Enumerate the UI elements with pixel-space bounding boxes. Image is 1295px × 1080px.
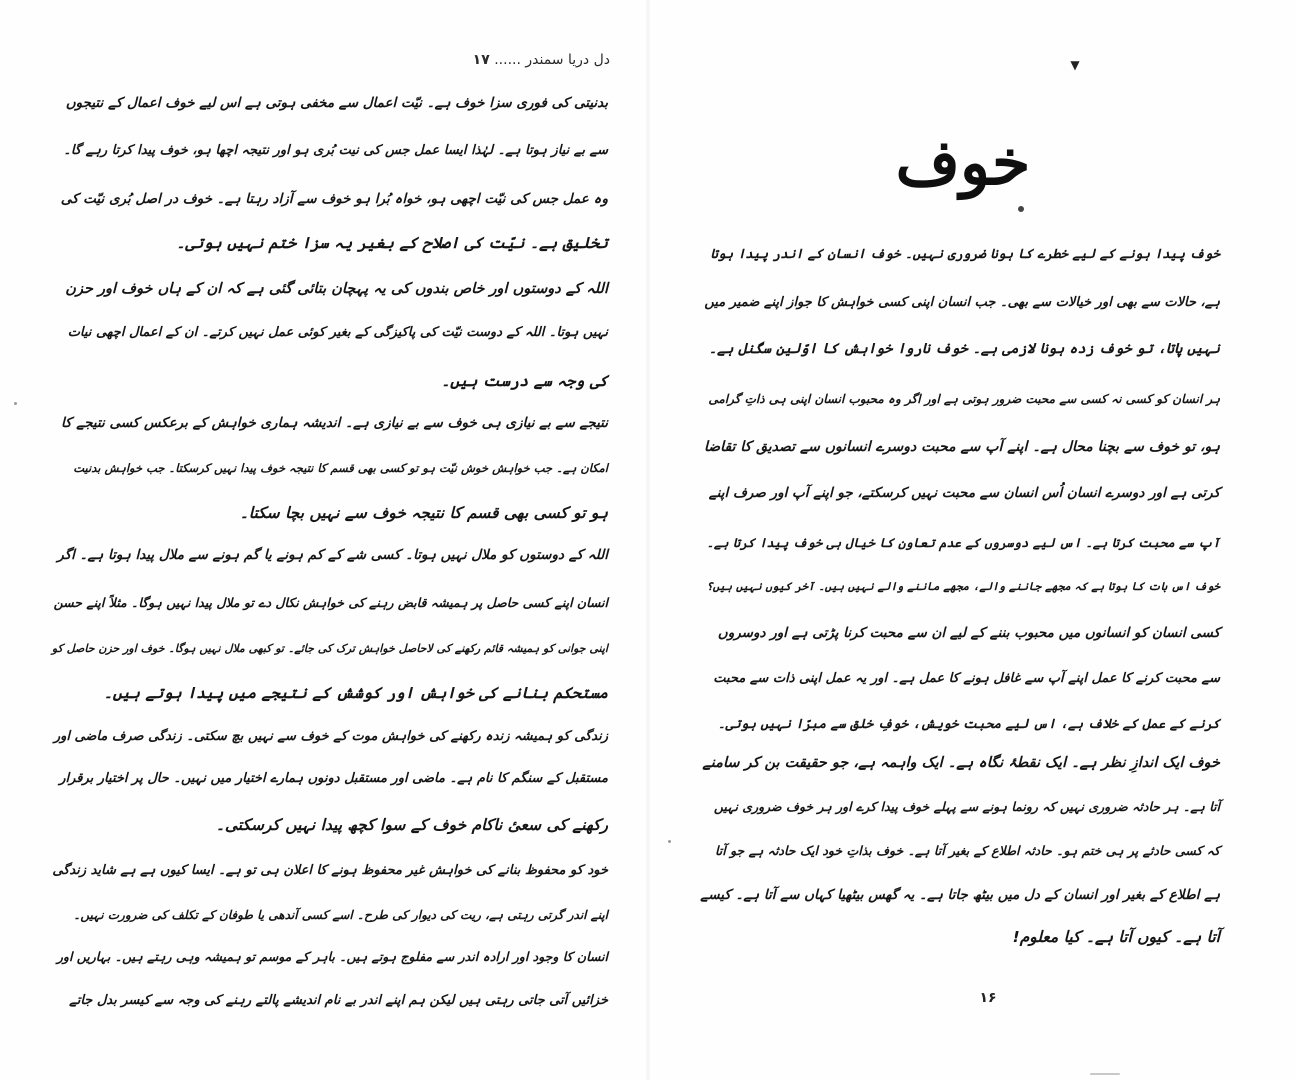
text-line: بدنیتی کی فوری سزا خوف ہے۔ نیّت اعمال سے مخفی ہوتی ہے اس لیے خوف اعمال کے نتیجوں [65,95,608,111]
text-line: ہے اطلاع کے بغیر اور انسان کے دل میں بیٹھ جاتا ہے۔ یہ گھس بیٹھیا کہاں سے آتا ہے۔ کیسے [700,887,1220,903]
chapter-title: خوف [895,126,1031,199]
text-line: ہو تو کسی بھی قسم کا نتیجہ خوف سے نہیں بچا سکتا۔ [239,504,608,522]
scan-speck [14,402,17,405]
text-line: ہر انسان کو کسی نہ کسی سے محبت ضرور ہوتی ہے اور اگر وہ محبوب انسان اپنی ہی ذاتِ گرامی [708,392,1220,406]
text-line: زندگی کو ہمیشہ زندہ رکھنے کی خواہش موت کے خوف سے نہیں بچ سکتی۔ زندگی صرف ماضی اور [53,729,608,744]
ornament-dot [1018,206,1024,212]
text-line: نہیں پاتا، تو خوف زدہ ہونا لازمی ہے۔ خوف ناروا خواہش کا اوّلین سگنل ہے۔ [708,341,1220,357]
text-line: انسان کا وجود اور ارادہ اندر سے مفلوج ہوتے ہیں۔ باہر کے موسم تو ہمیشہ وہی رہتے ہیں۔ بہاریں اور [56,949,608,964]
text-line: سے بے نیاز ہوتا ہے۔ لہٰذا ایسا عمل جس کی نیت بُری ہو اور نتیجہ اچھا ہو، خوف پیدا کرتا رہے گا۔ [63,143,608,158]
running-head-title: دل دریا سمندر [525,52,610,68]
text-line: کی وجہ سے درست ہیں۔ [441,372,608,390]
scan-speck [668,840,671,843]
text-line: کہ کسی حادثے پر ہی ختم ہو۔ حادثہ اطلاع کے بغیر آتا ہے۔ خوف بذاتِ خود ایک حادثہ ہے جو آتا [714,843,1220,858]
text-line: خود کو محفوظ بنانے کی خواہش غیر محفوظ ہونے کا اعلان ہی تو ہے۔ ایسا کیوں ہے ہے شاید زندگی [52,863,608,878]
text-line: کرنے کے عمل کے خلاف ہے، اس لیے محبت خویش، خوفِ خلق سے مبرّا نہیں ہوتی۔ [717,717,1220,732]
text-line: خوف اس بات کا ہوتا ہے کہ مجھے جاننے والے، مجھے ماننے والے نہیں ہیں۔ آخر کیوں نہیں ہیں؟ [706,580,1220,593]
scan-speck [1090,1073,1120,1075]
text-line: انسان اپنے کسی حاصل پر ہمیشہ قابض رہنے کی خواہش نکال دے تو ملال پیدا نہیں ہوگا۔ مثلاً اپنے حسن [53,595,608,610]
right-page [648,0,1295,1080]
text-line: نہیں ہوتا۔ اللہ کے دوست نیّت کی پاکیزگی کے بغیر کوئی عمل نہیں کرتے۔ ان کے اعمال اچھی نیات [67,325,608,340]
text-line: خوف پیدا ہونے کے لیے خطرے کا ہونا ضروری نہیں۔ خوف انسان کے اندر پیدا ہوتا [710,247,1220,262]
page-number-left: ۱۷ [472,52,490,68]
right-page-body [700,240,1220,960]
text-line: اللہ کے دوستوں اور خاص بندوں کی یہ پہچان بتائی گئی ہے کہ ان کے ہاں خوف اور حزن [65,281,608,297]
text-line: کسی انسان کو انسانوں میں محبوب بننے کے لیے ان سے محبت کرنا پڑتی ہے اور دوسروں [717,625,1220,641]
text-line: خوف ایک اندازِ نظر ہے۔ ایک نقطۂ نگاہ ہے۔ ایک واہمہ ہے، جو حقیقت بن کر سامنے [702,755,1220,771]
text-line: آپ سے محبت کرتا ہے۔ اس لیے دوسروں کے عدم تعاون کا خیال ہی خوف پیدا کرتا ہے۔ [706,535,1220,550]
text-line: نتیجے سے بے نیازی ہی خوف سے بے نیازی ہے۔ اندیشہ ہماری خواہش کے برعکس کسی نتیجے کا [61,415,608,431]
text-line: کرتی ہے اور دوسرے انسان اُس انسان سے محبت نہیں کرسکتے، جو اپنے آپ اور صرف اپنے [708,485,1220,501]
page-number-right: ۱۶ [979,990,997,1006]
text-line: آتا ہے۔ کیوں آتا ہے۔ کیا معلوم! [1012,928,1220,946]
page-top-mark: ▼ [1070,58,1080,72]
text-line: تخلیق ہے۔ نیّت کی اصلاح کے بغیر یہ سزا ختم نہیں ہوتی۔ [176,234,608,252]
text-line: آتا ہے۔ ہر حادثہ ضروری نہیں کہ رونما ہونے سے پہلے خوف پیدا کرے اور ہر خوف ضروری نہیں [713,799,1220,814]
text-line: رکھنے کی سعیٔ ناکام خوف کے سوا کچھ پیدا نہیں کرسکتی۔ [215,816,608,834]
left-page-body [52,88,608,1038]
running-head [440,52,610,78]
text-line: اللہ کے دوستوں کو ملال نہیں ہوتا۔ کسی شے کے کم ہونے یا گم ہونے سے ملال پیدا ہوتا ہے۔ اگر [57,547,608,563]
text-line: مستقبل کے سنگم کا نام ہے۔ ماضی اور مستقبل دونوں ہمارے اختیار میں نہیں۔ حال پر اختیار برقرار [59,771,608,786]
running-head-dots: ...... [494,52,521,68]
text-line: امکان ہے۔ جب خواہش خوش نیّت ہو تو کسی بھی قسم کا نتیجہ خوف پیدا نہیں کرسکتا۔ جب خواہش بدنیت [73,461,608,475]
text-line: ہے، حالات سے بھی اور خیالات سے بھی۔ جب انسان اپنی کسی خواہش کا جواز اپنے ضمیر میں [704,295,1220,310]
text-line: سے محبت کرنے کا عمل اپنے آپ سے غافل ہونے کا عمل ہے۔ اور یہ عمل اپنی ذات سے محبت [713,671,1220,686]
text-line: ہو، تو خوف سے بچنا محال ہے۔ اپنے آپ سے محبت دوسرے انسانوں سے تصدیق کا تقاضا [704,439,1220,455]
text-line: خزائیں آتی جاتی رہتی ہیں لیکن ہم اپنے اندر بے نام اندیشے پالتے رہنے کی وجہ سے کیسر بدل جاتے [69,993,608,1008]
text-line: مستحکم بنانے کی خواہش اور کوشش کے نتیجے میں پیدا ہوتے ہیں۔ [103,684,608,702]
text-line: اپنے اندر گرتی رہتی ہے، ریت کی دیوار کی طرح۔ اسے کسی آندھی یا طوفان کے تکلف کی ضرورت نہیں۔ [73,908,608,922]
text-line: اپنی جوانی کو ہمیشہ قائم رکھنے کی لاحاصل خواہش ترک کی جائے۔ تو کبھی ملال نہیں ہوگا۔ خوف اور حزن حاصل کو [51,642,608,655]
text-line: وہ عمل جس کی نیّت اچھی ہو، خواہ بُرا ہو خوف سے آزاد رہتا ہے۔ خوف در اصل بُری نیّت کی [60,191,608,207]
